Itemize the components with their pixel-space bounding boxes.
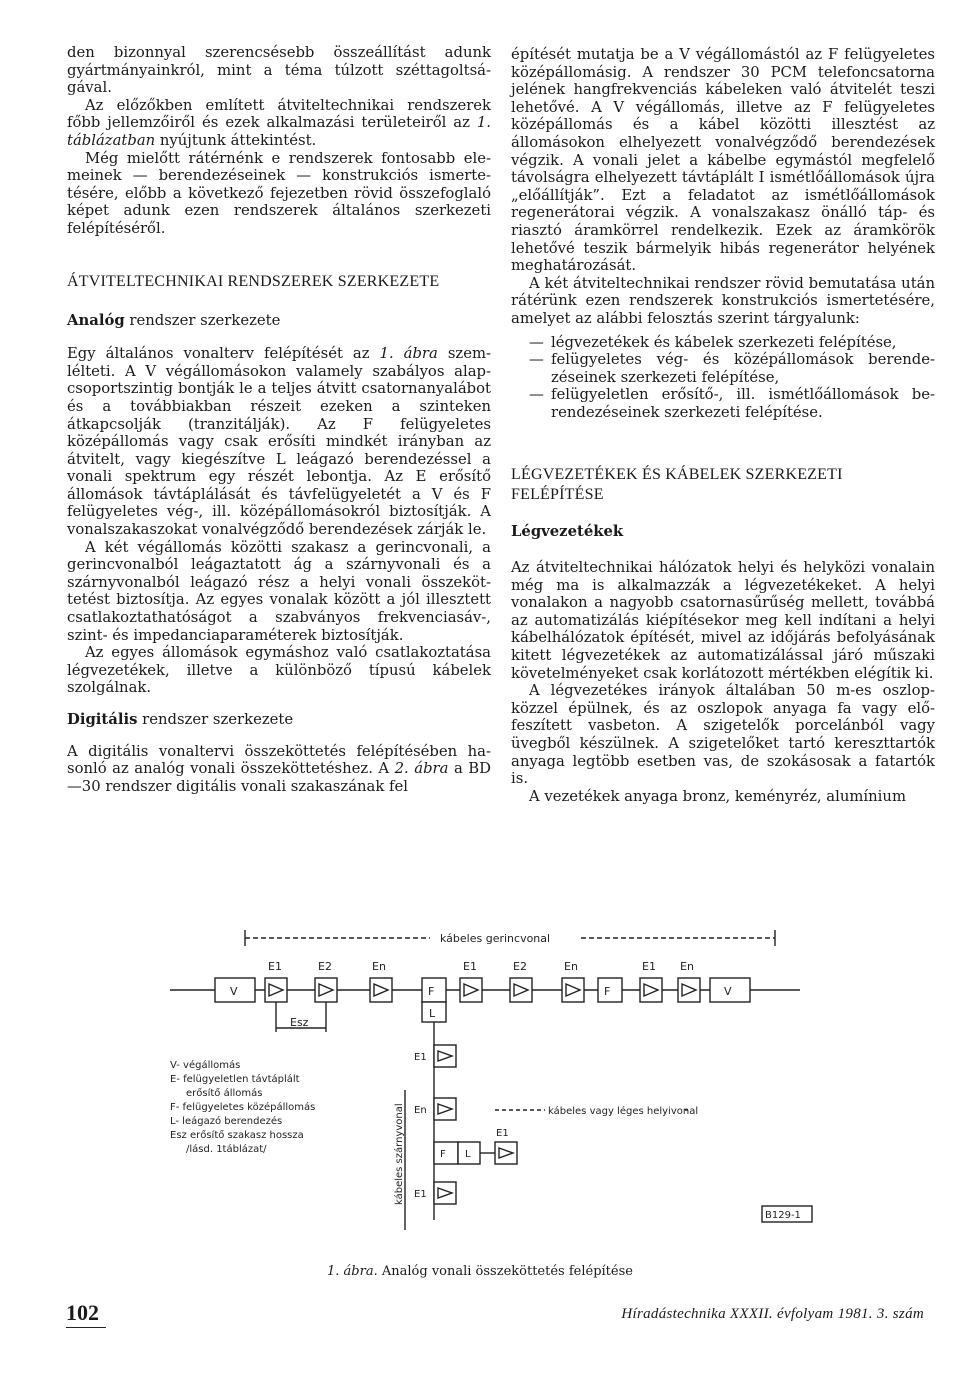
svg-text:E- felügyeletlen távtáplált: E- felügyeletlen távtáplált xyxy=(170,1074,300,1085)
legend xyxy=(170,1059,315,1155)
figure-reference: 2. ábra xyxy=(394,760,449,778)
amplifier-icon xyxy=(678,978,700,1002)
svg-text:E1: E1 xyxy=(496,1128,509,1139)
svg-text:En: En xyxy=(414,1105,427,1116)
svg-text:E1: E1 xyxy=(463,960,477,973)
paragraph: Az előzőkben említett átviteltechnikai rendszerek főbb jellemzőiről és ezek alkalmazási területeiről az 1. táblázatban nyújtunk áttekintést. xyxy=(67,96,491,149)
line-diagram xyxy=(150,920,830,1250)
supervised-station xyxy=(434,1142,458,1164)
svg-text:En: En xyxy=(372,960,386,973)
section-heading: LÉGVEZETÉKEK ÉS KÁBELEK SZERKEZETI FELÉPÍTÉSE xyxy=(511,466,843,504)
svg-text:E1: E1 xyxy=(642,960,656,973)
paragraph: Az átviteltechnikai hálózatok helyi és helyközi vonalain még ma is alkalmazzák a légvezetékeket. A helyi vonalakon a nagyobb csatornasűrűség mellett, továbbá az automatizálás kiépítésekor meg kell indítani a helyi kábelhálózatok építését, mivel az időjárás befolyásának kitett légvezetékek az automatizálással járó műszaki követelményeket csak korlátozott mértékben elégítik ki. xyxy=(511,559,935,682)
list-item: — felügyeletlen erősítő-, ill. ismétlőállomások berendezéseinek szerkezeti felépítése. xyxy=(511,386,935,421)
paragraph: Az egyes állomások egymáshoz való csatlakoztatása légvezetékek, illetve a különböző típusú kábelek szolgálnak. xyxy=(67,644,491,697)
amplifier-icon xyxy=(640,978,662,1002)
svg-text:E1: E1 xyxy=(414,1052,427,1063)
figure-caption: 1. ábra. Analóg vonali összeköttetés felépítése xyxy=(327,1264,633,1279)
amplifier-icon xyxy=(434,1098,456,1120)
list-item: — felügyeletes vég- és középállomások berendezéseinek szerkezeti felépítése, xyxy=(511,351,935,386)
left-column xyxy=(67,44,491,795)
svg-text:L: L xyxy=(465,1149,471,1160)
svg-text:L: L xyxy=(429,1007,436,1020)
svg-text:/lásd. 1táblázat/: /lásd. 1táblázat/ xyxy=(186,1144,267,1155)
amplifier-icon xyxy=(434,1182,456,1204)
paragraph: építését mutatja be a V végállomástól az F felügyeletes középállomásig. A rendszer 30 PCM telefoncsatorna jelének hangfrekvenciás kábeleken való átvitelét teszi lehetővé. A V végállomás, illetve az F felügyeletes középállomás és a kábel közötti illesztést az állomásokon elhelyezett vonalvégződő berendezések végzik. A vonali jelet a kábelbe egymástól megfelelő távolságra elhelyezett távtáplált I ismétlőállomások újra „előállítják”. Ezt a feladatot az ismétlőállomások regenerátorai végzik. A vonalszakasz önálló táp- és riasztó áramkörrel rendelkezik. Ezek az áramkörök lehetővé teszik bármelyik hibás regenerátor helyének meghatározását. xyxy=(511,46,935,275)
svg-text:erősítő állomás: erősítő állomás xyxy=(186,1088,263,1099)
amplifier-icon xyxy=(460,978,482,1002)
paragraph: Egy általános vonalterv felépítését az 1. ábra szemlélteti. A V végállomásokon valamely szabályos alapcsoportszintig bontják le a teljes átvitt csatornanyalábot és a továbbiakban részeit ezeken a szinteken átkapcsolják (tranzitálják). Az F felügyeletes középállomás vagy csak erősíti mindkét irányban az átvitelt, vagy kiegészítve L leágazó berendezéssel a vonali spektrum egy részét lebontja. Az E erősítő állomások távtáplálását és távfelügyeletét a V és F felügyeletes vég-, ill. középállomásokról biztosítják. A vonalszakaszokat vonalvégződő berendezések zárják le. xyxy=(67,345,491,539)
svg-text:E2: E2 xyxy=(513,960,527,973)
section-heading: ÁTVITELTECHNIKAI RENDSZEREK SZERKEZETE xyxy=(67,272,440,290)
paragraph: A digitális vonaltervi összeköttetés felépítésében hasonló az analóg vonali összeköttetéshez. A 2. ábra a BD—30 rendszer digitális vonali szakaszának fel xyxy=(67,742,492,795)
figure-code: B129-1 xyxy=(765,1210,801,1221)
gerincvonal-label: kábeles gerincvonal xyxy=(440,932,551,945)
svg-text:F: F xyxy=(604,985,611,998)
table-reference: 1. táblázatban xyxy=(67,114,491,149)
amplifier-icon xyxy=(265,978,287,1002)
page-number: 102 xyxy=(66,1300,99,1325)
svg-text:L- leágazó berendezés: L- leágazó berendezés xyxy=(170,1116,283,1127)
subheading: Analóg rendszer szerkezete xyxy=(67,311,281,329)
amplifier-icon xyxy=(370,978,392,1002)
svg-text:E1: E1 xyxy=(268,960,282,973)
amplifier-icon xyxy=(315,978,337,1002)
right-column xyxy=(511,46,935,805)
gerincvonal-indicator xyxy=(245,928,775,946)
svg-text:V: V xyxy=(230,985,238,998)
svg-text:V: V xyxy=(724,985,732,998)
amplifier-icon xyxy=(510,978,532,1002)
journal-footer: Híradástechnika XXXII. évfolyam 1981. 3. szám xyxy=(621,1306,924,1322)
paragraph: A légvezetékes irányok általában 50 m-es oszlopközzel épülnek, és az oszlopok anyaga fa vagy előfeszített vasbeton. A szigetelők porcelánból vagy üvegből készülnek. A szigetelőket tartó kereszttartók anyaga legtöbb esetben vas, de szokásosak a fatartók is. xyxy=(511,682,935,788)
svg-text:F- felügyeletes középállomás: F- felügyeletes középállomás xyxy=(170,1102,316,1113)
svg-text:E2: E2 xyxy=(318,960,332,973)
svg-text:V- végállomás: V- végállomás xyxy=(170,1060,241,1071)
subheading: Légvezetékek xyxy=(511,523,624,541)
paragraph: A két átviteltechnikai rendszer rövid bemutatása után rátérünk ezen rendszerek konstrukciós ismertetésére, amelyet az alábbi felosztás szerint tárgyalunk: xyxy=(511,274,935,327)
amplifier-icon xyxy=(434,1045,456,1067)
paragraph: A két végállomás közötti szakasz a gerincvonali, a gerincvonalból leágaztatott ág a szárnyvonali és a szárnyvonalból leágazó rész a helyi vonali összeköttetést biztosítja. Az egyes vonalak között a jól illesztett csatlakoztathatóságot a szabványos frekvenciasáv-, szint- és impedanciaparaméterek biztosítják. xyxy=(67,538,491,644)
svg-text:En: En xyxy=(680,960,694,973)
paragraph: den bizonnyal szerencsésebb összeállítást adunk gyártmányainkról, mint a téma túlzott széttagoltságával. xyxy=(67,44,491,97)
paragraph: Még mielőtt rátérnénk e rendszerek fontosabb elemeinek — berendezéseinek — konstrukciós ismertetésére, előbb a következő fejezetben rövid összefoglaló képet adunk ezen rendszerek általános szerkezeti felépítéséről. xyxy=(67,149,491,237)
divider xyxy=(66,1327,106,1328)
svg-text:Esz: Esz xyxy=(290,1016,309,1029)
svg-text:E1: E1 xyxy=(414,1189,427,1200)
topic-list xyxy=(511,334,935,422)
svg-text:F: F xyxy=(440,1149,446,1160)
paragraph: A vezetékek anyaga bronz, keményréz, alumínium xyxy=(529,787,906,805)
amplifier-icon xyxy=(495,1142,517,1164)
branch-line xyxy=(393,1022,698,1230)
svg-text:En: En xyxy=(564,960,578,973)
helyivonal-label: kábeles vagy léges helyivonal xyxy=(548,1106,699,1117)
main-line xyxy=(170,960,800,1032)
subheading: Digitális rendszer szerkezete xyxy=(67,711,294,728)
svg-text:F: F xyxy=(428,985,435,998)
svg-text:Esz erősítő szakasz hossza: Esz erősítő szakasz hossza xyxy=(170,1130,304,1141)
figure-reference: 1. ábra xyxy=(379,345,438,363)
list-item: — légvezetékek és kábelek szerkezeti felépítése, xyxy=(511,334,935,352)
amplifier-icon xyxy=(562,978,584,1002)
szarnyvonal-label: kábeles szárnyvonal xyxy=(394,1103,405,1205)
